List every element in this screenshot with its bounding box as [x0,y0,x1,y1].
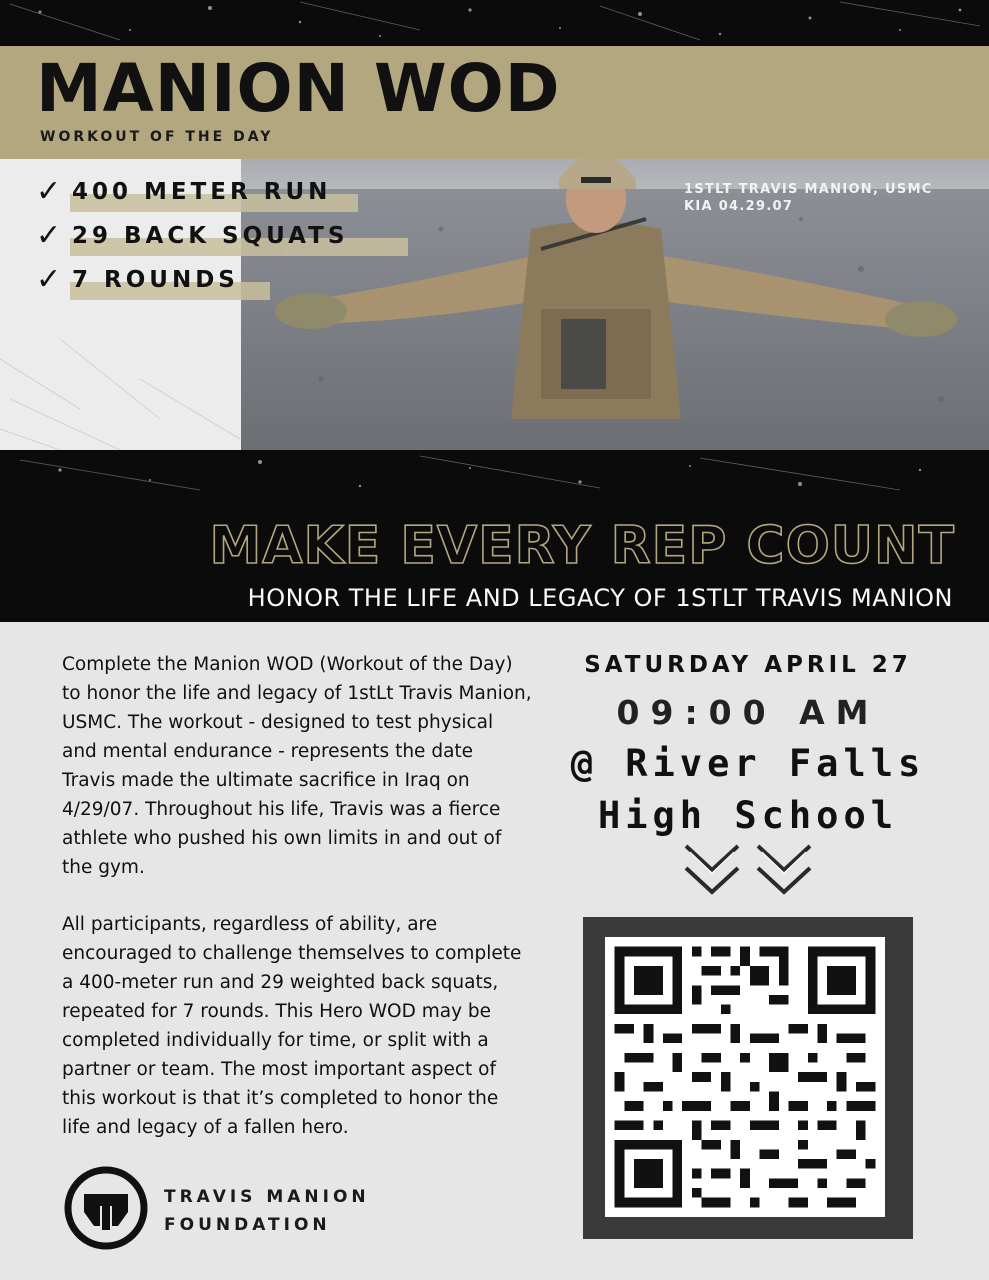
event-location-line-1: @ River Falls [570,742,926,785]
event-time: 09:00 AM [616,693,880,732]
foundation-name-line-2: FOUNDATION [164,1215,331,1235]
foundation-name [164,1183,370,1239]
header-band [0,0,989,622]
double-chevron-down-icon [682,840,814,910]
page-subtitle: WORKOUT OF THE DAY [40,129,274,145]
workout-item-label: 400 METER RUN [72,179,332,205]
checkmark-icon: ✓ [36,174,62,209]
qr-code[interactable] [605,937,885,1217]
workout-item [36,170,348,214]
workout-item-label: 29 BACK SQUATS [72,223,349,249]
tagline: HONOR THE LIFE AND LEGACY OF 1STLT TRAVIS MANION [247,584,953,612]
qr-code-frame [583,917,913,1239]
page-title: MANION WOD [36,50,561,127]
qr-code-icon [605,937,885,1217]
photo-caption [684,181,933,215]
foundation-name-line-1: TRAVIS MANION [164,1187,370,1207]
slogan: MAKE EVERY REP COUNT [209,516,955,576]
workout-list [36,170,348,302]
event-location-line-2: High School [597,794,899,837]
caption-date: KIA 04.29.07 [684,199,794,214]
description-paragraph-1: Complete the Manion WOD (Workout of the Day) to honor the life and legacy of 1stLt Travis Manion, USMC. The workout - designed to test physical and mental endurance - represents the date Travis made the ultimate sacrifice in Iraq on 4/29/07. Throughout his life, Travis was a fierce athlete who pushed his own limits in and out of the gym. [62,654,532,878]
checkmark-icon: ✓ [36,218,62,253]
foundation-logo-icon [64,1166,148,1250]
workout-item [36,258,348,302]
description-paragraph-2: All participants, regardless of ability, are encouraged to challenge themselves to complete a 400-meter run and 29 weighted back squats, repeated for 7 rounds. This Hero WOD may be completed individually for time, or split with a partner or team. The most important aspect of this workout is that it’s completed to honor the life and legacy of a fallen hero. [62,914,522,1138]
workout-item [36,214,348,258]
caption-name: 1STLT TRAVIS MANION, USMC [684,182,933,197]
checkmark-icon: ✓ [36,262,62,297]
workout-item-label: 7 ROUNDS [72,267,239,293]
event-date: SATURDAY APRIL 27 [584,652,912,678]
